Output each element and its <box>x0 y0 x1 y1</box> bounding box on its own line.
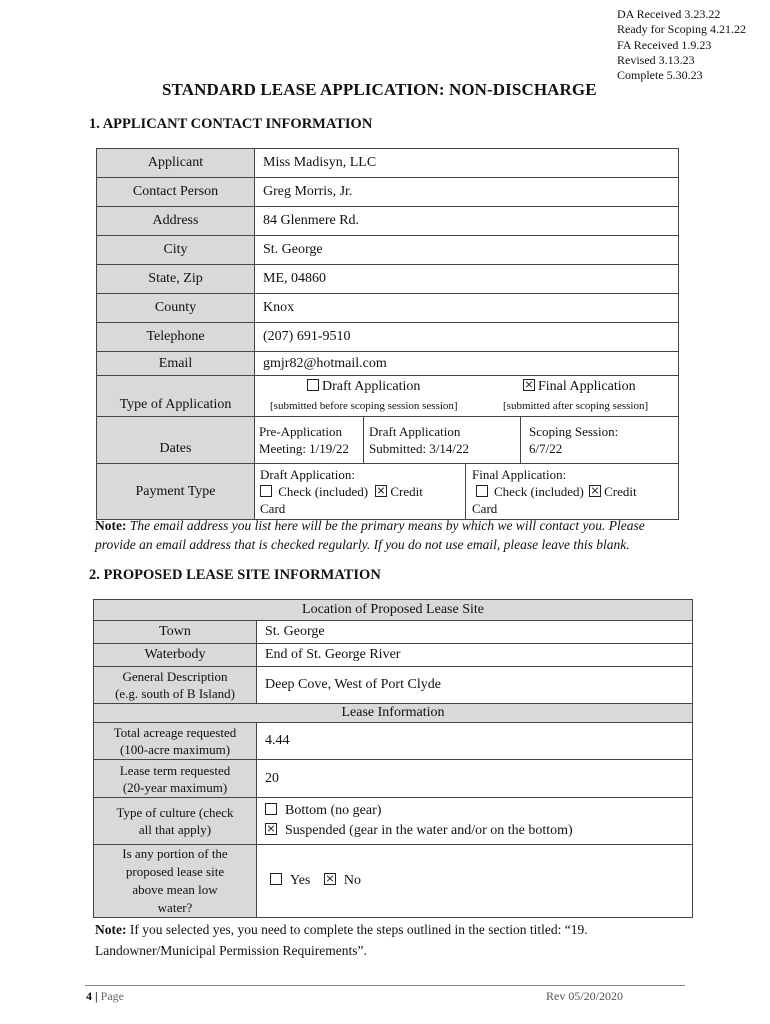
receipt-stamp <box>617 7 746 83</box>
waterbody-value[interactable]: End of St. George River <box>257 644 693 667</box>
draft-application-checkbox[interactable] <box>307 379 319 391</box>
type-of-culture-cell: Bottom (no gear) Suspended (gear in the water and/or on the bottom) <box>257 798 693 845</box>
applicant-value[interactable]: Miss Madisyn, LLC <box>255 149 679 178</box>
county-label: County <box>97 294 255 323</box>
contact-person-label: Contact Person <box>97 178 255 207</box>
email-label: Email <box>97 352 255 376</box>
table-row <box>94 845 693 918</box>
town-label: Town <box>94 621 257 644</box>
city-value[interactable]: St. George <box>255 236 679 265</box>
email-value[interactable]: gmjr82@hotmail.com <box>255 352 679 376</box>
contact-person-value[interactable]: Greg Morris, Jr. <box>255 178 679 207</box>
pre-application-date[interactable]: Pre-Application Meeting: 1/19/22 <box>255 417 364 463</box>
general-description-value[interactable]: Deep Cove, West of Port Clyde <box>257 667 693 704</box>
table-row <box>97 352 679 376</box>
type-of-application-cell <box>255 376 679 417</box>
table-row <box>94 644 693 667</box>
location-header: Location of Proposed Lease Site <box>94 600 693 621</box>
stamp-line: Revised 3.13.23 <box>617 52 695 67</box>
final-check-checkbox[interactable] <box>476 485 488 497</box>
table-row <box>97 149 679 178</box>
table-row <box>97 294 679 323</box>
table-row <box>97 464 679 520</box>
county-value[interactable]: Knox <box>255 294 679 323</box>
type-of-application-label: Type of Application <box>97 376 255 417</box>
email-note: Note: The email address you list here will be the primary means by which we will contact you. Please provide an email address that is checked regularly. If you do not use email, please leave this blank. <box>95 518 645 552</box>
table-row <box>97 265 679 294</box>
final-payment: Final Application: Check (included) Credit Card <box>472 467 637 516</box>
suspended-checkbox[interactable] <box>265 823 277 835</box>
draft-application-note: [submitted before scoping session session] <box>270 400 458 412</box>
lease-site-table <box>93 599 693 918</box>
dates-label: Dates <box>97 417 255 464</box>
table-row <box>97 178 679 207</box>
table-row <box>97 376 679 417</box>
city-label: City <box>97 236 255 265</box>
table-row <box>97 323 679 352</box>
table-row <box>97 207 679 236</box>
table-row <box>97 417 679 464</box>
lease-term-value[interactable]: 20 <box>257 760 693 798</box>
final-credit-checkbox[interactable] <box>589 485 601 497</box>
table-row <box>94 621 693 644</box>
scoping-session-date[interactable]: Scoping Session: 6/7/22 <box>529 424 619 456</box>
type-of-culture-label: Type of culture (check all that apply) <box>94 798 257 845</box>
lease-term-label: Lease term requested (20-year maximum) <box>94 760 257 798</box>
section-2-heading: 2. PROPOSED LEASE SITE INFORMATION <box>89 567 381 583</box>
table-row <box>97 236 679 265</box>
acreage-value[interactable]: 4.44 <box>257 723 693 760</box>
address-label: Address <box>97 207 255 236</box>
draft-submitted-date[interactable]: Draft Application Submitted: 3/14/22 <box>364 417 521 463</box>
stamp-line: Ready for Scoping 4.21.22 <box>617 22 746 37</box>
yes-checkbox[interactable] <box>270 873 282 885</box>
applicant-contact-table <box>96 148 679 520</box>
acreage-label: Total acreage requested (100-acre maximum) <box>94 723 257 760</box>
draft-application-option[interactable]: Draft Application <box>307 379 420 395</box>
table-row <box>94 760 693 798</box>
payment-type-cell <box>255 464 678 519</box>
final-application-note: [submitted after scoping session] <box>503 400 649 412</box>
dates-cell <box>255 417 678 463</box>
draft-check-checkbox[interactable] <box>260 485 272 497</box>
revision-date: Rev 05/20/2020 <box>546 989 623 1003</box>
no-checkbox[interactable] <box>324 873 336 885</box>
town-value[interactable]: St. George <box>257 621 693 644</box>
waterbody-label: Waterbody <box>94 644 257 667</box>
applicant-label: Applicant <box>97 149 255 178</box>
state-zip-label: State, Zip <box>97 265 255 294</box>
table-row <box>94 600 693 621</box>
final-application-checkbox[interactable] <box>523 379 535 391</box>
section-1-heading: 1. APPLICANT CONTACT INFORMATION <box>89 116 373 132</box>
stamp-line: DA Received 3.23.22 <box>617 7 721 21</box>
table-row <box>94 704 693 723</box>
above-low-water-cell: Yes No <box>257 845 693 918</box>
above-low-water-label: Is any portion of the proposed lease site above mean low water? <box>94 845 257 918</box>
draft-payment: Draft Application: Check (included) Credit Card <box>255 464 466 519</box>
telephone-value[interactable]: (207) 691-9510 <box>255 323 679 352</box>
page-number: 4 | Page <box>86 989 124 1003</box>
table-row <box>94 798 693 845</box>
address-value[interactable]: 84 Glenmere Rd. <box>255 207 679 236</box>
general-description-label: General Description (e.g. south of B Island) <box>94 667 257 704</box>
state-zip-value[interactable]: ME, 04860 <box>255 265 679 294</box>
telephone-label: Telephone <box>97 323 255 352</box>
bottom-checkbox[interactable] <box>265 803 277 815</box>
table-row <box>94 723 693 760</box>
stamp-line: Complete 5.30.23 <box>617 68 703 83</box>
page-title: STANDARD LEASE APPLICATION: NON-DISCHARGE <box>162 80 597 99</box>
permission-note: Note: If you selected yes, you need to complete the steps outlined in the section titled: “19. Landowner/Municipal Permission Requirements”. <box>95 922 588 958</box>
payment-type-label: Payment Type <box>97 464 255 520</box>
table-row <box>94 667 693 704</box>
final-application-option[interactable]: Final Application <box>523 379 636 395</box>
footer-divider <box>85 985 685 986</box>
draft-credit-checkbox[interactable] <box>375 485 387 497</box>
lease-information-header: Lease Information <box>94 704 693 723</box>
stamp-line: FA Received 1.9.23 <box>617 37 712 52</box>
